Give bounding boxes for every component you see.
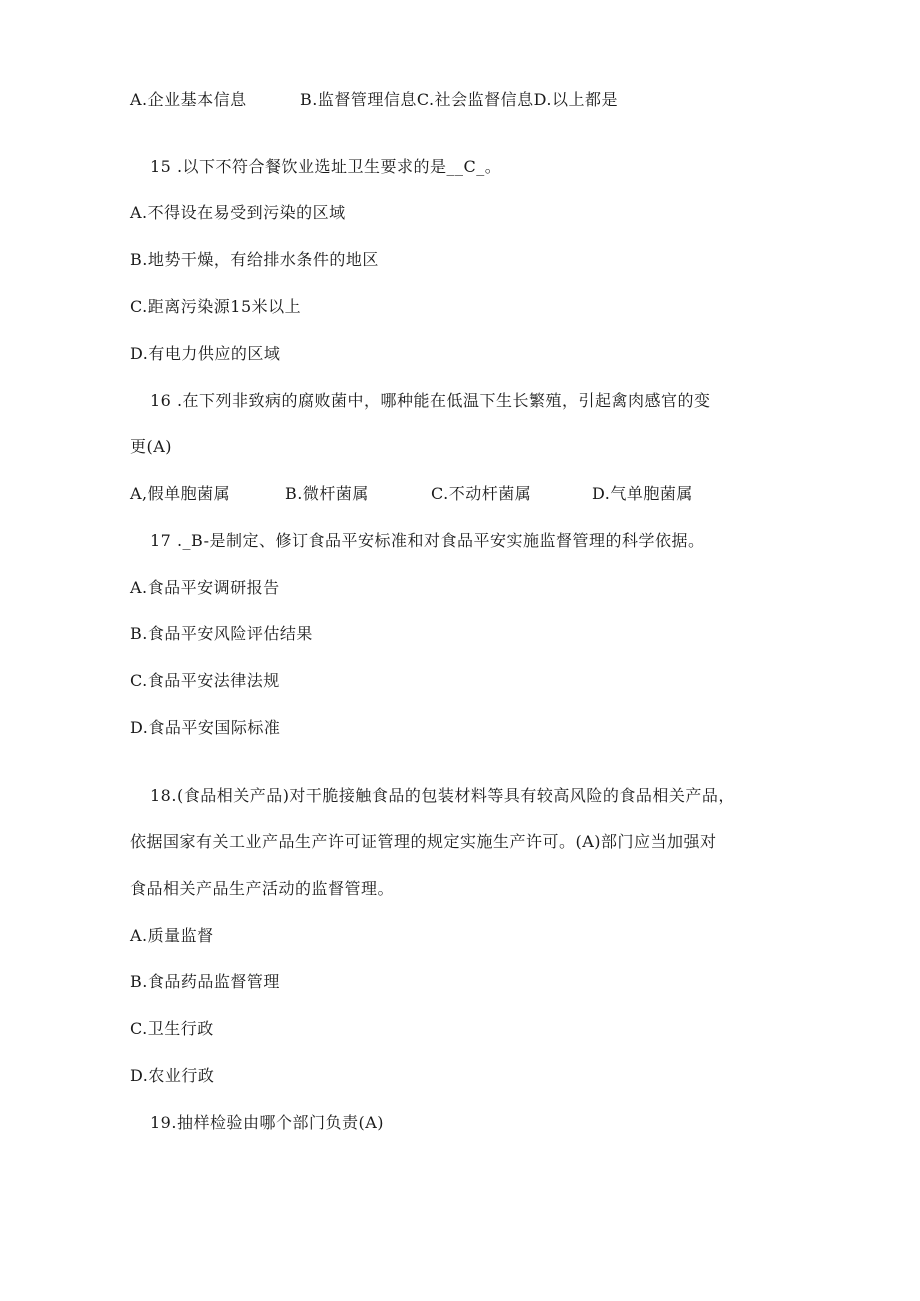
q18-stem-line1: 18.(食品相关产品)对干脆接触食品的包装材料等具有较高风险的食品相关产品， (150, 786, 735, 805)
q16-options (130, 484, 693, 504)
q16-option-d: D.气单胞菌属 (592, 484, 693, 503)
q19-stem: 19.抽样检验由哪个部门负责(A) (150, 1113, 384, 1132)
q18-option-b: B.食品药品监督管理 (130, 972, 280, 991)
q18-option-c: C.卫生行政 (130, 1019, 214, 1038)
q14-option-d: D.以上都是 (533, 90, 618, 109)
q16-option-c: C.不动杆菌属 (431, 484, 532, 503)
q16-option-b: B.微杆菌属 (285, 484, 369, 503)
q17-stem: 17 ._B-是制定、修订食品平安标准和对食品平安实施监督管理的科学依据。 (150, 531, 705, 550)
q16-option-a: A,假单胞菌属 (130, 484, 231, 503)
q14-option-c: C.社会监督信息 (416, 90, 534, 109)
q18-stem-line3: 食品相关产品生产活动的监督管理。 (130, 879, 395, 898)
q17-option-a: A.食品平安调研报告 (130, 578, 280, 597)
q17-option-c: C.食品平安法律法规 (130, 671, 280, 690)
q14-option-b: B.监督管理信息 (300, 90, 417, 109)
q17-option-d: D.食品平安国际标准 (130, 718, 281, 737)
q15-option-d: D.有电力供应的区域 (130, 344, 281, 363)
q18-stem-line2: 依据国家有关工业产品生产许可证管理的规定实施生产许可。(A)部门应当加强对 (130, 832, 717, 851)
q16-stem-line2: 更(A) (130, 437, 173, 456)
q15-option-b: B.地势干燥，有给排水条件的地区 (130, 250, 379, 269)
q18-option-a: A.质量监督 (130, 926, 214, 945)
q14-options (130, 90, 618, 110)
q16-stem-line1: 16 .在下列非致病的腐败菌中，哪种能在低温下生长繁殖，引起禽肉感官的变 (150, 391, 711, 410)
q15-option-a: A.不得设在易受到污染的区域 (130, 203, 346, 222)
q17-option-b: B.食品平安风险评估结果 (130, 624, 313, 643)
q15-stem: 15 .以下不符合餐饮业选址卫生要求的是__C_。 (150, 157, 502, 176)
q18-option-d: D.农业行政 (130, 1066, 215, 1085)
q15-option-c: C.距离污染源15米以上 (130, 297, 302, 316)
q14-option-a: A.企业基本信息 (130, 90, 247, 109)
